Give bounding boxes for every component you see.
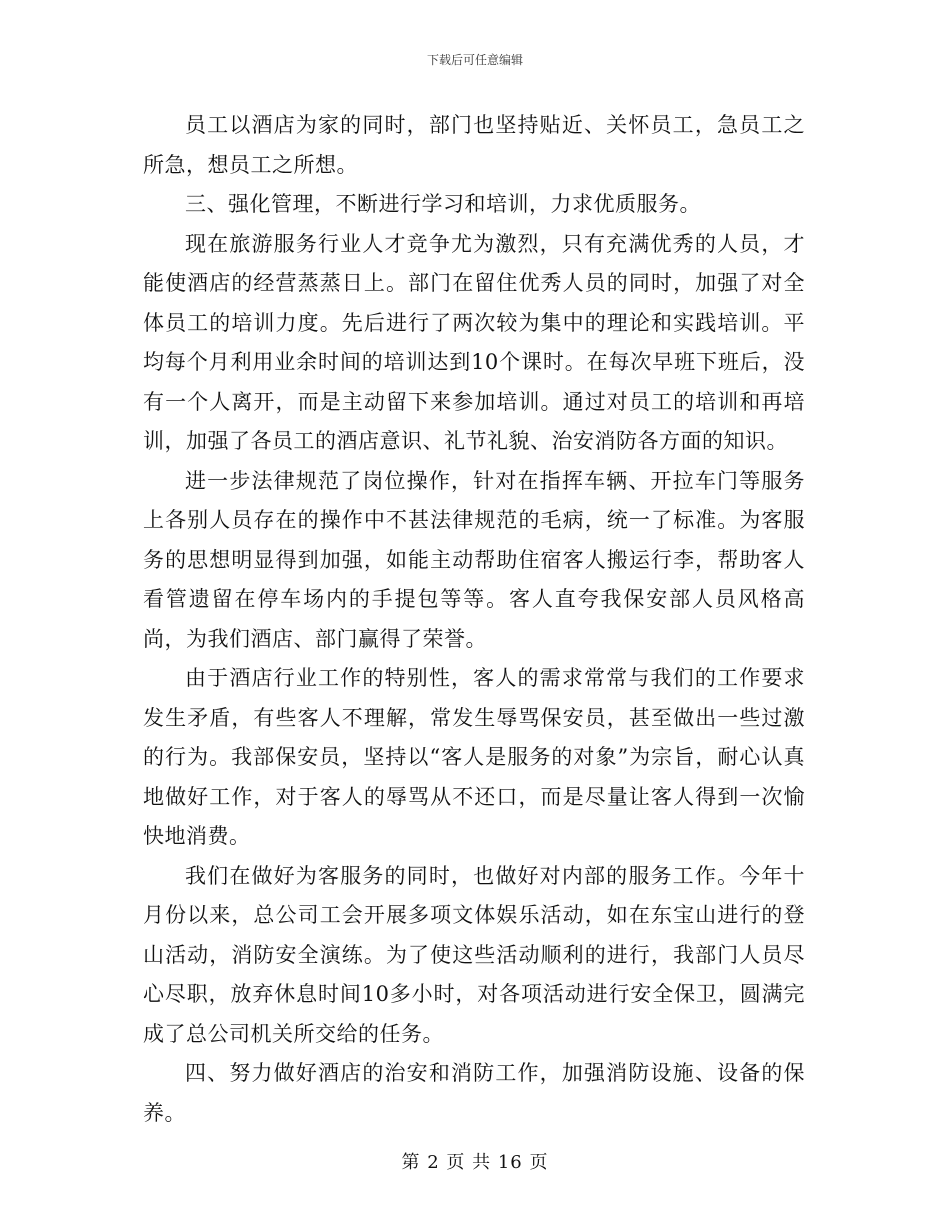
paragraph-training: 现在旅游服务行业人才竞争尤为激烈，只有充满优秀的人员，才能使酒店的经营蒸蒸日上。部门在留住优秀人员的同时，加强了对全体员工的培训力度。先后进行了两次较为集中的理论和实践培训。平均每个月利用业余时间的培训达到10个课时。在每次早班下班后，没有一个人离开，而是主动留下来参加培训。通过对员工的培训和再培训，加强了各员工的酒店意识、礼节礼貌、治安消防各方面的知识。 — [143, 231, 805, 453]
paragraph-1: 员工以酒店为家的同时，部门也坚持贴近、关怀员工，急员工之所急，想员工之所想。 — [143, 113, 805, 177]
section-heading-4: 四、努力做好酒店的治安和消防工作，加强消防设施、设备的保养。 — [143, 1061, 805, 1125]
paragraph-internal-service: 我们在做好为客服务的同时，也做好对内部的服务工作。今年十月份以来，总公司工会开展多项文体娱乐活动，如在东宝山进行的登山活动，消防安全演练。为了使这些活动顺利的进行，我部门人员尽心尽职，放弃休息时间10多小时，对各项活动进行安全保卫，圆满完成了总公司机关所交给的任务。 — [143, 863, 805, 1046]
paragraph-standardization: 进一步法律规范了岗位操作，针对在指挥车辆、开拉车门等服务上各别人员存在的操作中不甚法律规范的毛病，统一了标准。为客服务的思想明显得到加强，如能主动帮助住宿客人搬运行李，帮助客人看管遗留在停车场内的手提包等等。客人直夸我保安部人员风格高尚，为我们酒店、部门赢得了荣誉。 — [143, 468, 805, 651]
page-header: 下载后可任意编辑 — [426, 53, 523, 67]
paragraph-guest-conflict: 由于酒店行业工作的特别性，客人的需求常常与我们的工作要求发生矛盾，有些客人不理解，常发生辱骂保安员，甚至做出一些过激的行为。我部保安员，坚持以“客人是服务的对象”为宗旨，耐心认真地做好工作，对于客人的辱骂从不还口，而是尽量让客人得到一次愉快地消费。 — [143, 666, 805, 848]
section-heading-3: 三、强化管理，不断进行学习和培训，力求优质服务。 — [185, 192, 701, 216]
document-body — [143, 106, 805, 1133]
page-number: 第 2 页 共 16 页 — [401, 1152, 549, 1173]
